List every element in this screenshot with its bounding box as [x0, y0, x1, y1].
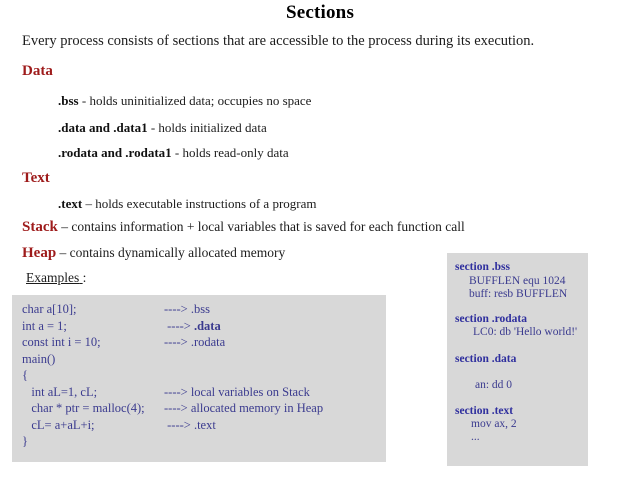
code-line	[22, 336, 225, 349]
bullet-data-name: .data and .data1	[58, 120, 148, 135]
examples-label-underlined: Examples	[26, 270, 80, 285]
heading-stack-label: Stack	[22, 219, 58, 235]
arrow-icon: ---->	[164, 302, 191, 316]
code-line-statement: cL= a+aL+i;	[22, 417, 95, 432]
code-line-statement: int aL=1, cL;	[22, 384, 98, 399]
code-line	[22, 303, 210, 316]
bullet-bss	[58, 93, 311, 109]
bullet-data-text: - holds initialized data	[147, 120, 267, 135]
bullet-text-text: – holds executable instructions of a program	[82, 196, 317, 211]
bullet-rodata-text: - holds read-only data	[171, 145, 289, 160]
code-line-statement: const int i = 10;	[22, 335, 101, 349]
assembly-section-header: section .data	[455, 353, 517, 365]
assembly-section-header: section .text	[455, 405, 514, 417]
bullet-data	[58, 120, 267, 136]
heading-data	[22, 63, 53, 80]
heading-heap-text: – contains dynamically allocated memory	[56, 245, 286, 260]
arrow-icon: ---->	[164, 417, 194, 432]
heading-heap-label: Heap	[22, 245, 57, 261]
heading-heap	[22, 245, 285, 262]
arrow-icon: ---->	[164, 335, 191, 349]
heading-text-label: Text	[22, 170, 50, 186]
heading-stack-text: – contains information + local variables that is saved for each function call	[57, 219, 465, 234]
code-line-target: allocated memory in Heap	[190, 401, 324, 415]
code-line-statement: int a = 1;	[22, 318, 67, 333]
code-line	[22, 386, 310, 399]
heading-text	[22, 170, 50, 187]
code-line	[22, 320, 221, 333]
code-line	[22, 419, 216, 432]
bullet-rodata-name: .rodata and .rodata1	[58, 145, 172, 160]
assembly-code-line: LC0: db 'Hello world!'	[473, 326, 578, 338]
bullet-bss-text: - holds uninitialized data; occupies no space	[78, 93, 312, 108]
assembly-section-header: section .rodata	[455, 313, 527, 325]
code-line-target: .text	[193, 417, 216, 432]
arrow-icon: ---->	[164, 318, 194, 333]
code-line-statement: char * ptr = malloc(4);	[22, 401, 145, 415]
page-title: Sections	[285, 2, 355, 23]
assembly-code-line: ...	[471, 431, 480, 443]
bullet-bss-name: .bss	[58, 93, 79, 108]
examples-label	[26, 270, 86, 286]
arrow-icon: ---->	[164, 401, 191, 415]
assembly-code-line: BUFFLEN equ 1024	[469, 275, 566, 287]
arrow-icon: ---->	[164, 384, 191, 399]
code-line-statement: }	[22, 434, 28, 448]
examples-colon: :	[82, 270, 87, 285]
bullet-rodata	[58, 145, 289, 161]
code-line-statement: {	[22, 368, 28, 382]
bullet-text	[58, 196, 317, 212]
code-line	[22, 353, 164, 366]
assembly-code-line: an: dd 0	[475, 379, 513, 391]
bullet-text-name: .text	[58, 196, 83, 211]
assembly-section-header: section .bss	[455, 261, 510, 273]
c-code-panel	[12, 295, 386, 462]
code-line-statement: main()	[22, 351, 56, 366]
code-line-statement: char a[10];	[22, 302, 77, 316]
code-line	[22, 402, 323, 415]
code-line-target: .data	[193, 318, 221, 333]
assembly-code-line: mov ax, 2	[471, 418, 517, 430]
code-line-target: .bss	[190, 302, 210, 316]
code-line	[22, 435, 164, 448]
code-line-target: local variables on Stack	[190, 384, 310, 399]
heading-data-label: Data	[22, 63, 53, 79]
intro-paragraph: Every process consists of sections that are accessible to the process during its execution.	[22, 33, 535, 49]
heading-stack	[22, 219, 465, 236]
code-line-target: .rodata	[190, 335, 226, 349]
assembly-code-line: buff: resb BUFFLEN	[469, 288, 568, 300]
assembly-code-panel	[447, 253, 588, 466]
code-line	[22, 369, 164, 382]
